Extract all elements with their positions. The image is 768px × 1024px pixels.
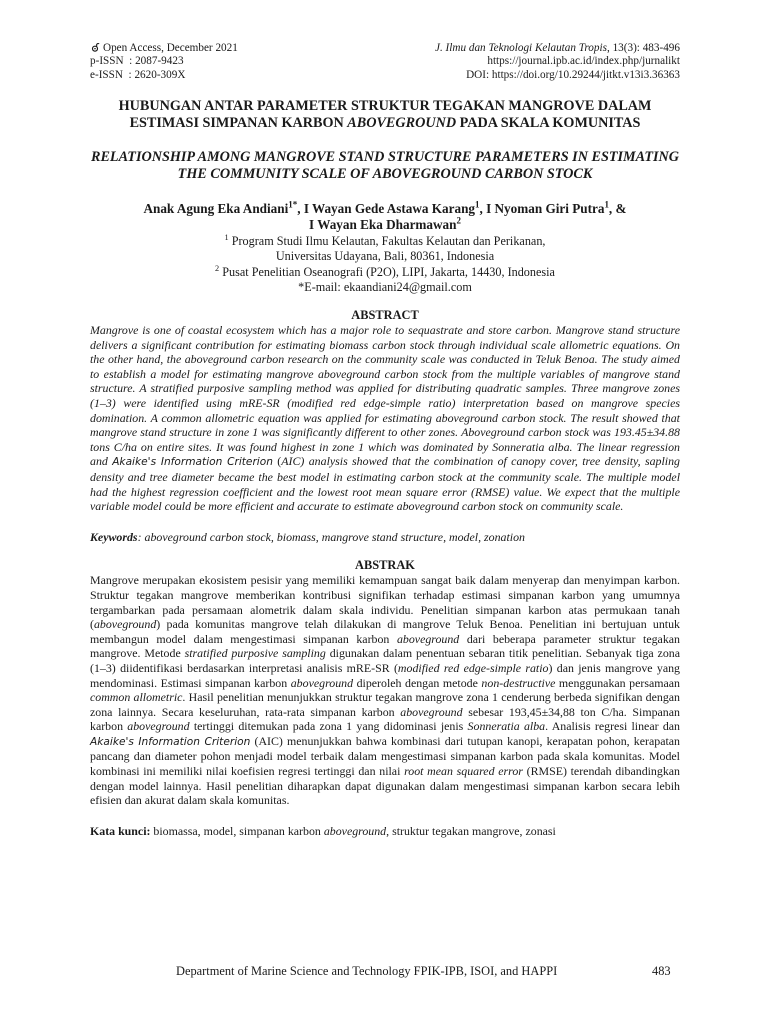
abstrak-i5: aboveground (290, 675, 354, 690)
abstrak-i12: root mean squared error (404, 764, 523, 779)
abstrak-t8: . Hasil penelitian menunjukkan struktur tegakan mangrove zona 1 cenderung berbeda signifikan dengan zona lainnya. Secara keseluruhan, rata-rata simpanan karbon (90, 690, 681, 719)
abstrak-i11: Akaike's Information Criterion (90, 735, 251, 748)
author-1: Anak Agung Eka Andiani (143, 201, 289, 217)
abstrak-t13: (RMSE) terendah dibandingkan dengan model lainnya. Hasil penelitian diharapkan dapat digunakan dalam mengestimasi simpanan karbon secara lebih efisien dan akurat dalam skala komunitas. (90, 764, 680, 808)
title-id-italic: ABOVEGROUND (347, 115, 457, 132)
abstract-aic: Akaike's Information Criterion (112, 456, 273, 469)
author-4: I Wayan Eka Dharmawan (309, 217, 457, 233)
open-access-icon (90, 42, 100, 52)
abstrak-i9: aboveground (127, 719, 190, 734)
journal-url[interactable]: https://journal.ipb.ac.id/index.php/jurnalikt (487, 55, 680, 68)
affiliations (90, 234, 680, 295)
author-2-sup: 1 (475, 199, 480, 210)
abstrak-t3: dari beberapa parameter struktur tegakan mangrove. Metode (90, 631, 680, 661)
abstrak-i8: aboveground (400, 704, 463, 719)
abstrak-i3: stratified purposive sampling (184, 646, 326, 661)
affiliation-2 (90, 265, 680, 280)
author-4-sup: 2 (456, 215, 461, 226)
abstrak-i10: Sonneratia alba (467, 719, 546, 734)
kata-kunci-i1: aboveground (323, 823, 387, 838)
affiliation-1-line1: Program Studi Ilmu Kelautan, Fakultas Kelautan dan Perikanan, (228, 234, 546, 249)
p-issn: p-ISSN : 2087-9423 (90, 55, 184, 68)
corresponding-email[interactable]: *E-mail: ekaandiani24@gmail.com (298, 279, 472, 294)
abstrak-i6: non-destructive (481, 675, 556, 690)
keywords-text: : aboveground carbon stock, biomass, mangrove stand structure, model, zonation (137, 529, 525, 544)
author-3: , I Nyoman Giri Putra (479, 201, 605, 217)
kata-kunci-t1: biomassa, model, simpanan karbon (150, 823, 324, 838)
abstrak-t10: tertinggi ditemukan pada zona 1 yang didominasi jenis (189, 719, 468, 734)
abstract-aic-abbr: AIC (281, 454, 301, 469)
footer-text: Department of Marine Science and Technology FPIK-IPB, ISOI, and HAPPI (176, 964, 558, 978)
abstract-text-2: ) analysis showed that the combination of canopy cover, tree density, sapling density and tree diameter became the best model in estimating carbon stock at the community scale. The multiple model had the highest regression coefficient and the lowest root mean square error (RMSE) value. We expect that the multiple variable model could be more efficient and accurate to estimate aboveground carbon stock on community scale. (90, 454, 681, 514)
abstrak-t7: menggunakan persamaan (555, 675, 680, 690)
author-list (90, 201, 680, 233)
open-access-line (90, 42, 238, 55)
abstrak-i4: modified red edge-simple ratio (397, 660, 549, 675)
keywords (90, 530, 680, 545)
abstrak-t11: . Analisis regresi linear dan (545, 719, 680, 734)
affiliation-2-line: Pusat Penelitian Oseanografi (P2O), LIPI, Jakarta, 14430, Indonesia (219, 264, 555, 279)
abstrak-i7: common allometric (90, 690, 183, 705)
title-id-part1: HUBUNGAN ANTAR PARAMETER STRUKTUR TEGAKAN MANGROVE DALAM ESTIMASI SIMPANAN KARBON (118, 98, 652, 132)
header-right (435, 42, 680, 82)
abstrak-t1: Mangrove merupakan ekosistem pesisir yang memiliki kemampuan sangat baik dalam menyerap dan menyimpan karbon. Struktur tegakan mangrove memberikan kontribusi signifikan terhadap estimasi simpanan karbon yang umumnya tergambarkan pada persamaan alometrik dalam skala individu. Penelitian simpanan karbon atas permukaan tanah ( (90, 573, 680, 632)
title-english: RELATIONSHIP AMONG MANGROVE STAND STRUCTURE PARAMETERS IN ESTIMATING THE COMMUNITY SCALE OF ABOVEGROUND CARBON STOCK (91, 149, 679, 183)
page-number: 483 (652, 964, 671, 978)
abstrak-heading: ABSTRAK (355, 558, 415, 573)
abstrak-t12: (AIC) menunjukkan bahwa kombinasi dari tutupan kanopi, kerapatan pohon, kerapatan pancang dan diameter pohon menjadi model terbaik dalam mengestimasi simpanan karbon pada skala komunitas. Model kombinasi ini memiliki nilai koefisien regresi tertinggi dan nilai (90, 733, 681, 779)
journal-volume: , 13(3): 483-496 (606, 42, 680, 54)
abstrak-i1: aboveground (93, 617, 157, 632)
abstrak-t2: ) pada komunitas mangrove telah dilakukan di mangrove Teluk Benoa. Penelitian ini bertujuan untuk membangun model dalam mengestimasi simpanan karbon (90, 617, 680, 646)
title-indonesian (90, 98, 680, 132)
header-left (90, 42, 238, 82)
title-id-part3: PADA SKALA KOMUNITAS (456, 115, 641, 132)
abstrak-t4: digunakan dalam penentuan sebaran titik penelitian. Sebanyak tiga zona (1–3) diidentifikasi berdasarkan interpretasi analisis mRE-SR ( (90, 646, 680, 675)
affiliation-2-sup: 2 (215, 263, 220, 273)
affiliation-1 (90, 234, 680, 249)
journal-header (90, 42, 680, 82)
abstract-text-1: Mangrove is one of coastal ecosystem which has a major role to sequastrate and store carbon. Mangrove stand structure delivers a significant contribution for estimating biomass carbon stock through individual scale allometric equations. On the other hand, the aboveground carbon research on the community scale was conducted in Teluk Benoa. The study aimed to establish a model for estimating mangrove aboveground carbon stock from the multiple variables of mangrove stand structure. A stratified purposive sampling method was applied for distributing quadratic samples. Three mangrove zones (1–3) were identified using mRE-SR (modified red edge-simple ratio) interpretation based on mangrove species domination. A common allometric equation was applied for estimating aboveground carbon stock. The result showed that mangrove stand structure in zone 1 was significantly different to other zones. Aboveground carbon stock was 193.45±34.88 tons C/ha on entire sites. It was found highest in zone 1 which was dominated by Sonneratia alba. The linear regression and (90, 323, 680, 469)
abstrak-t5: ) dan jenis mangrove yang mendominasi. Estimasi simpanan karbon (90, 660, 681, 690)
author-1-sup: 1* (288, 199, 298, 210)
journal-name: J. Ilmu dan Teknologi Kelautan Tropis (435, 42, 607, 54)
affiliation-1-line2: Universitas Udayana, Bali, 80361, Indonesia (275, 249, 495, 264)
abstrak-t6: diperoleh dengan metode (353, 675, 482, 690)
author-3-tail: , & (608, 201, 627, 217)
affiliation-1-sup: 1 (224, 233, 229, 243)
kata-kunci (90, 824, 680, 839)
keywords-label: Keywords (90, 529, 138, 544)
open-access-date: Open Access, December 2021 (103, 42, 238, 54)
e-issn: e-ISSN : 2620-309X (90, 68, 186, 81)
kata-kunci-label: Kata kunci: (90, 823, 151, 838)
kata-kunci-t2: , struktur tegakan mangrove, zonasi (386, 823, 556, 838)
abstract-heading: ABSTRACT (351, 308, 419, 323)
abstrak-t9: sebesar 193,45±34,88 ton C/ha. Simpanan karbon (90, 704, 680, 734)
author-3-sup: 1 (604, 199, 609, 210)
author-2: , I Wayan Gede Astawa Karang (297, 201, 476, 217)
abstrak-i2: aboveground (396, 631, 460, 646)
abstract-english: Mangrove is one of coastal ecosystem which has a major role to sequastrate and store carbon. Mangrove stand structure delivers a significant contribution for estimating biomass carbon stock through individual scale allometric equations. On the other hand, the aboveground carbon research on the community scale was conducted in Teluk Benoa. The study aimed to establish a model for estimating mangrove aboveground carbon stock from the multiple variables of mangrove stand structure. A stratified purposive sampling method was applied for distributing quadratic samples. Three mangrove zones (1–3) were identified using mRE-SR (modified red edge-simple ratio) interpretation based on mangrove species domination. A common allometric equation was applied for estimating aboveground carbon stock. The result showed that mangrove stand structure in zone 1 was significantly different to other zones. Aboveground carbon stock was 193.45±34.88 tons C/ha on entire sites. It was found highest in zone 1 which was dominated by Sonneratia alba. The linear regression and Akaike's Information Criterion (AIC) analysis showed that the combination of canopy cover, tree density, sapling density and tree diameter became the best model in estimating carbon stock at the community scale. The multiple model had the highest regression coefficient and the lowest root mean square error (RMSE) value. We expect that the multiple variable model could be more efficient and accurate to estimate aboveground carbon stock on community scale. (90, 323, 681, 514)
journal-citation (435, 42, 680, 55)
doi-link[interactable]: DOI: https://doi.org/10.29244/jitkt.v13i3.36363 (466, 68, 680, 81)
abstrak-indonesian (90, 573, 680, 808)
